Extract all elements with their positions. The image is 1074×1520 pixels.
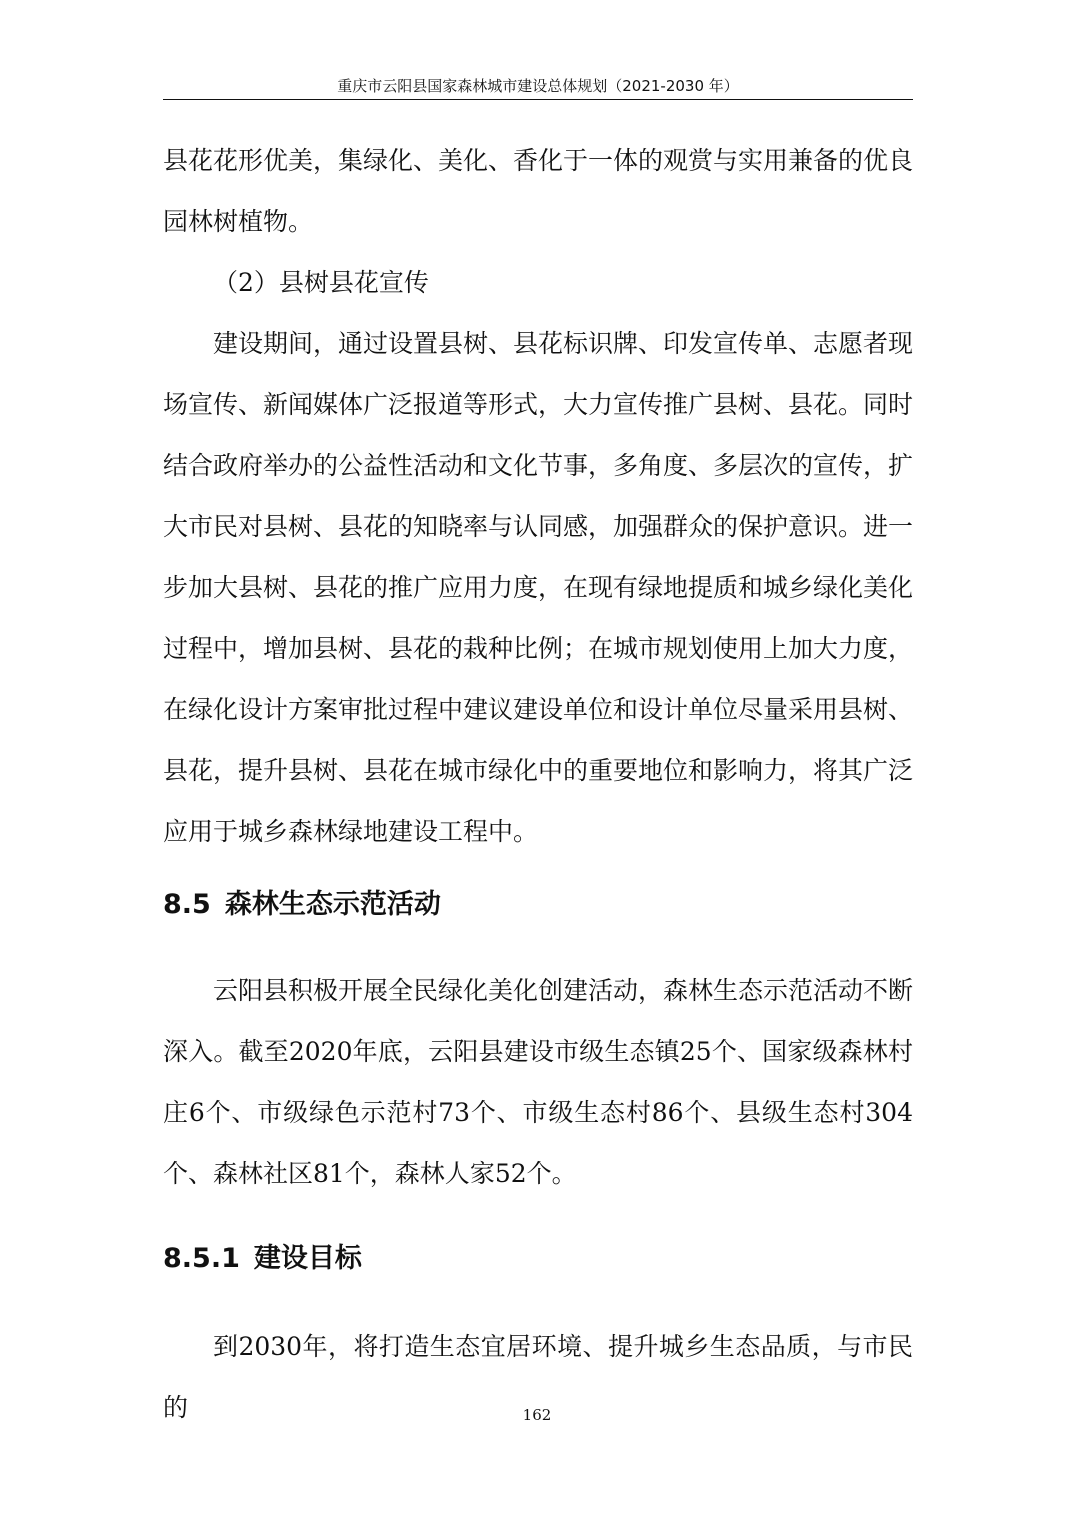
subheading-promotion: （2）县树县花宣传 <box>213 268 429 297</box>
paragraph-goals: 到2030年，将打造生态宜居环境、提升城乡生态品质，与市民的 <box>163 1332 913 1422</box>
subsection-title-text: 建设目标 <box>253 1243 362 1274</box>
section-heading-8-5 <box>163 890 913 920</box>
paragraph-county-flower: 县花花形优美，集绿化、美化、香化于一体的观赏与实用兼备的优良园林树植物。 <box>163 146 914 236</box>
page-number: 162 <box>522 1406 552 1424</box>
subsection-number: 8.5.1 <box>163 1243 240 1274</box>
header-rule <box>163 99 913 100</box>
section-heading-8-5-1 <box>163 1244 913 1274</box>
section-number: 8.5 <box>163 889 211 920</box>
paragraph-promotion: 建设期间，通过设置县树、县花标识牌、印发宣传单、志愿者现场宣传、新闻媒体广泛报道等形式，大力宣传推广县树、县花。同时结合政府举办的公益性活动和文化节事，多角度、多层次的宣传，扩大市民对县树、县花的知晓率与认同感，加强群众的保护意识。进一步加大县树、县花的推广应用力度，在现有绿地提质和城乡绿化美化过程中，增加县树、县花的栽种比例；在城市规划使用上加大力度，在绿化设计方案审批过程中建议建设单位和设计单位尽量采用县树、县花，提升县树、县花在城市绿化中的重要地位和影响力，将其广泛应用于城乡森林绿地建设工程中。 <box>163 329 914 846</box>
running-header: 重庆市云阳县国家森林城市建设总体规划（2021-2030 年） <box>337 77 739 95</box>
page-body <box>163 130 913 1438</box>
paragraph-demonstration: 云阳县积极开展全民绿化美化创建活动，森林生态示范活动不断深入。截至2020年底，云阳县建设市级生态镇25个、国家级森林村庄6个、市级绿色示范村73个、市级生态村86个、县级生态村304个、森林社区81个，森林人家52个。 <box>163 976 914 1188</box>
section-title-text: 森林生态示范活动 <box>224 889 441 920</box>
